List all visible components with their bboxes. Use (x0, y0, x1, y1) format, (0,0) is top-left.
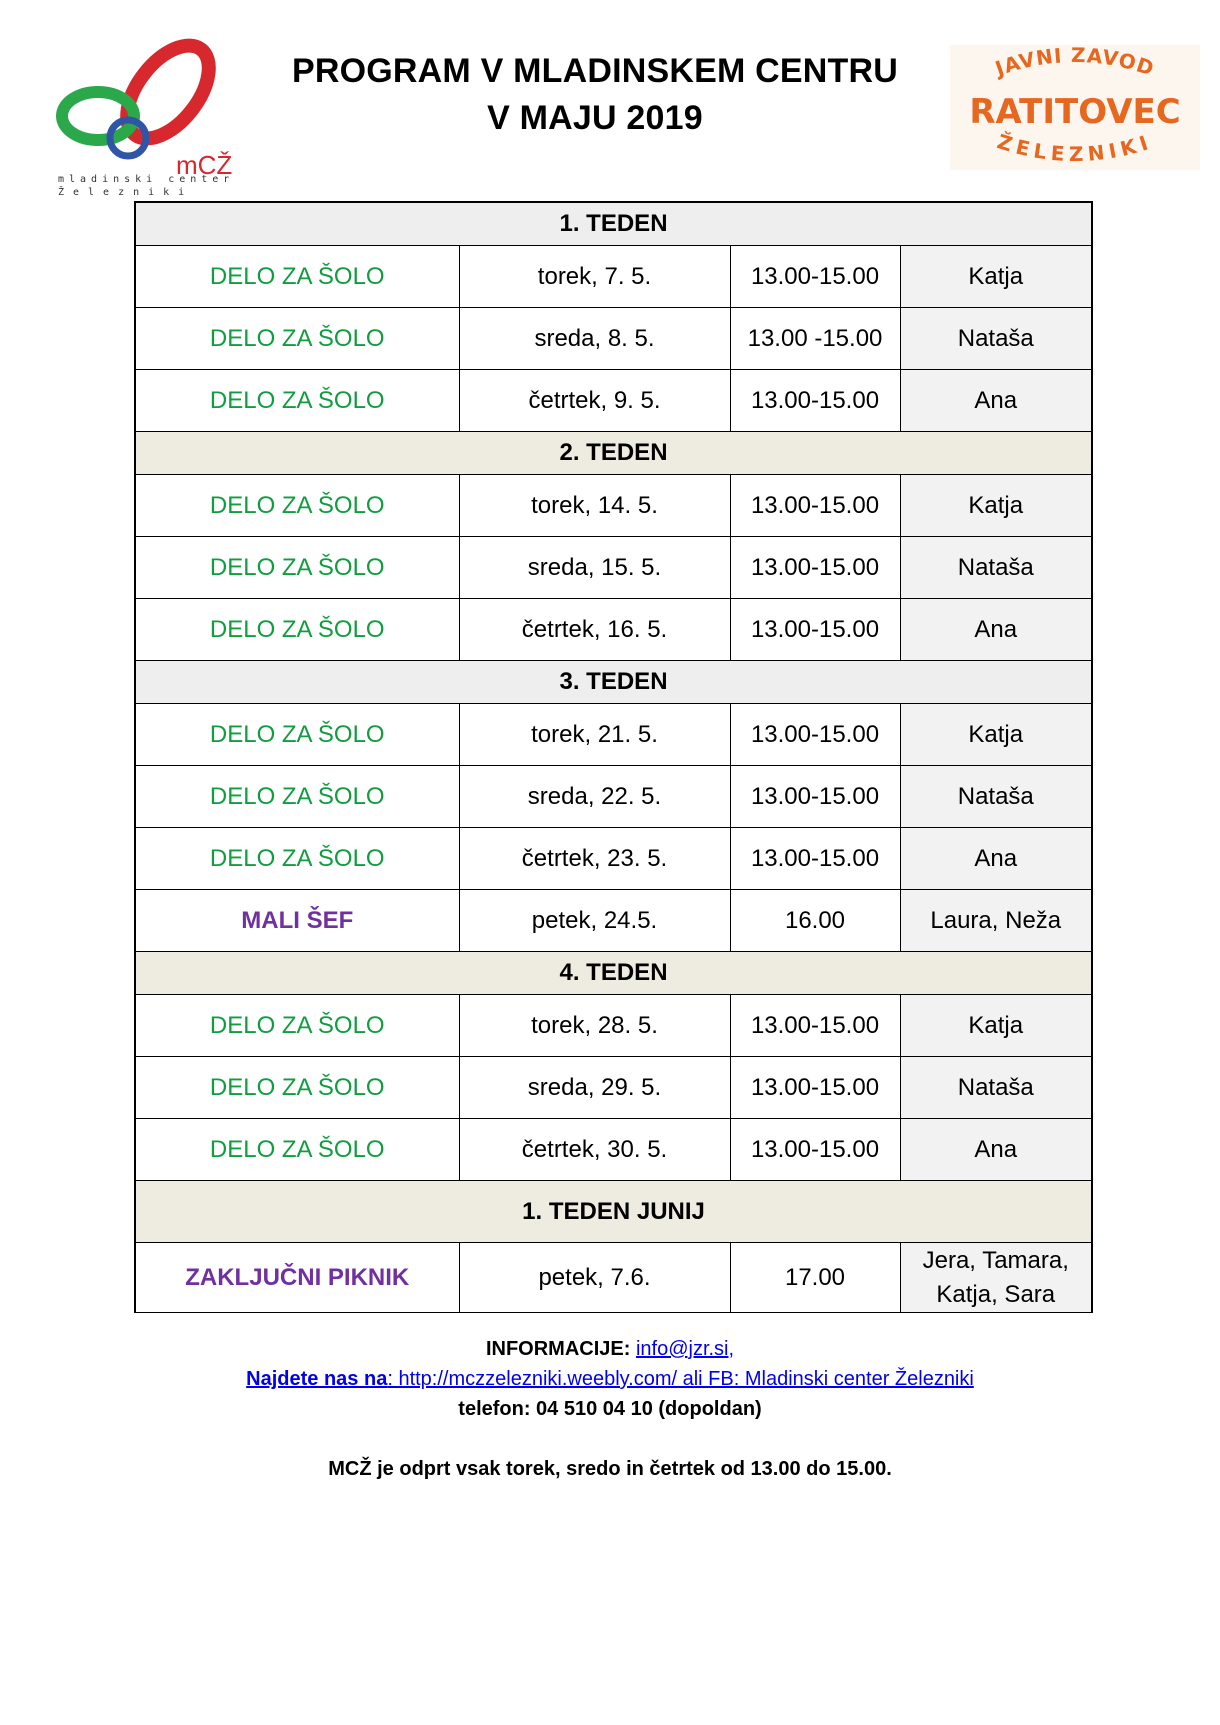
table-row (135, 1119, 1092, 1181)
table-row (135, 1243, 1092, 1313)
person-cell: Nataša (900, 537, 1092, 599)
day-cell: sreda, 15. 5. (459, 537, 730, 599)
activity-cell: DELO ZA ŠOLO (135, 1119, 459, 1181)
time-cell: 13.00-15.00 (730, 246, 900, 308)
table-row (135, 890, 1092, 952)
day-cell: četrtek, 23. 5. (459, 828, 730, 890)
person-cell: Nataša (900, 308, 1092, 370)
page-title (250, 48, 940, 142)
week-label: 1. TEDEN JUNIJ (135, 1181, 1092, 1243)
time-cell: 13.00-15.00 (730, 766, 900, 828)
person-line: Katja, Sara (936, 1280, 1056, 1308)
person-cell: Ana (900, 828, 1092, 890)
person-cell: Nataša (900, 766, 1092, 828)
activity-cell: ZAKLJUČNI PIKNIK (135, 1243, 459, 1313)
person-cell: Katja (900, 704, 1092, 766)
time-cell: 13.00-15.00 (730, 828, 900, 890)
week-label: 3. TEDEN (135, 661, 1092, 704)
day-cell: torek, 28. 5. (459, 995, 730, 1057)
phone-line (0, 1398, 1220, 1421)
week-header (135, 1181, 1092, 1243)
person-cell: Nataša (900, 1057, 1092, 1119)
ratitovec-main-text: RATITOVEC (969, 92, 1181, 132)
time-cell: 13.00 -15.00 (730, 308, 900, 370)
week-header (135, 432, 1092, 475)
week-label: 2. TEDEN (135, 432, 1092, 475)
day-cell: četrtek, 30. 5. (459, 1119, 730, 1181)
table-row (135, 704, 1092, 766)
time-cell: 13.00-15.00 (730, 537, 900, 599)
schedule-table (134, 201, 1093, 1313)
day-cell: sreda, 29. 5. (459, 1057, 730, 1119)
mcz-logo-text2: Železniki (58, 187, 194, 198)
ratitovec-logo (950, 45, 1200, 170)
table-row (135, 995, 1092, 1057)
time-cell: 16.00 (730, 890, 900, 952)
opening-text: MCŽ je odprt vsak torek, sredo in četrtek od 13.00 do 15.00. (328, 1458, 892, 1480)
person-cell: Laura, Neža (900, 890, 1092, 952)
activity-cell: DELO ZA ŠOLO (135, 704, 459, 766)
mcz-logo-mark: mCŽ (176, 150, 233, 180)
day-cell: torek, 7. 5. (459, 246, 730, 308)
activity-cell: MALI ŠEF (135, 890, 459, 952)
time-cell: 13.00-15.00 (730, 370, 900, 432)
activity-cell: DELO ZA ŠOLO (135, 308, 459, 370)
phone-text: telefon: 04 510 04 10 (dopoldan) (458, 1398, 762, 1420)
time-cell: 17.00 (730, 1243, 900, 1313)
table-row (135, 370, 1092, 432)
person-cell: Katja (900, 995, 1092, 1057)
day-cell: četrtek, 16. 5. (459, 599, 730, 661)
title-line2: V MAJU 2019 (487, 99, 703, 137)
info-label: INFORMACIJE: (485, 1338, 631, 1360)
day-cell: četrtek, 9. 5. (459, 370, 730, 432)
table-row (135, 766, 1092, 828)
person-cell: Katja (900, 246, 1092, 308)
person-cell: Katja (900, 475, 1092, 537)
activity-cell: DELO ZA ŠOLO (135, 537, 459, 599)
table-row (135, 828, 1092, 890)
time-cell: 13.00-15.00 (730, 599, 900, 661)
week-label: 4. TEDEN (135, 952, 1092, 995)
table-row (135, 599, 1092, 661)
activity-cell: DELO ZA ŠOLO (135, 995, 459, 1057)
table-row (135, 308, 1092, 370)
week-header (135, 661, 1092, 704)
person-cell: Ana (900, 370, 1092, 432)
day-cell: torek, 21. 5. (459, 704, 730, 766)
activity-cell: DELO ZA ŠOLO (135, 246, 459, 308)
table-row (135, 246, 1092, 308)
activity-cell: DELO ZA ŠOLO (135, 1057, 459, 1119)
time-cell: 13.00-15.00 (730, 1057, 900, 1119)
week-header (135, 952, 1092, 995)
ratitovec-bottom-text: ŽELEZNIKI (994, 129, 1156, 167)
email-link[interactable]: info@jzr.si, (635, 1338, 735, 1360)
day-cell: petek, 24.5. (459, 890, 730, 952)
find-us-line (0, 1368, 1220, 1391)
activity-cell: DELO ZA ŠOLO (135, 475, 459, 537)
person-cell: Ana (900, 599, 1092, 661)
mcz-logo-text1: mladinski center (58, 174, 235, 185)
time-cell: 13.00-15.00 (730, 1119, 900, 1181)
ratitovec-top-text: JAVNI ZAVOD (992, 45, 1158, 81)
activity-cell: DELO ZA ŠOLO (135, 599, 459, 661)
table-row (135, 537, 1092, 599)
week-label: 1. TEDEN (135, 202, 1092, 246)
time-cell: 13.00-15.00 (730, 704, 900, 766)
activity-cell: DELO ZA ŠOLO (135, 370, 459, 432)
mcz-logo (56, 28, 246, 200)
time-cell: 13.00-15.00 (730, 475, 900, 537)
person-cell (900, 1243, 1092, 1313)
info-line (0, 1338, 1220, 1361)
day-cell: sreda, 22. 5. (459, 766, 730, 828)
website-link[interactable]: : http://mczzelezniki.weebly.com/ ali FB: Mladinski center Železniki (387, 1368, 974, 1390)
day-cell: torek, 14. 5. (459, 475, 730, 537)
day-cell: sreda, 8. 5. (459, 308, 730, 370)
title-line1: PROGRAM V MLADINSKEM CENTRU (291, 52, 899, 90)
activity-cell: DELO ZA ŠOLO (135, 766, 459, 828)
find-us-link[interactable]: Najdete nas na (246, 1368, 388, 1390)
opening-hours (0, 1458, 1220, 1481)
week-header (135, 202, 1092, 246)
table-row (135, 1057, 1092, 1119)
person-cell: Ana (900, 1119, 1092, 1181)
table-row (135, 475, 1092, 537)
activity-cell: DELO ZA ŠOLO (135, 828, 459, 890)
time-cell: 13.00-15.00 (730, 995, 900, 1057)
person-line: Jera, Tamara, (922, 1246, 1069, 1274)
day-cell: petek, 7.6. (459, 1243, 730, 1313)
